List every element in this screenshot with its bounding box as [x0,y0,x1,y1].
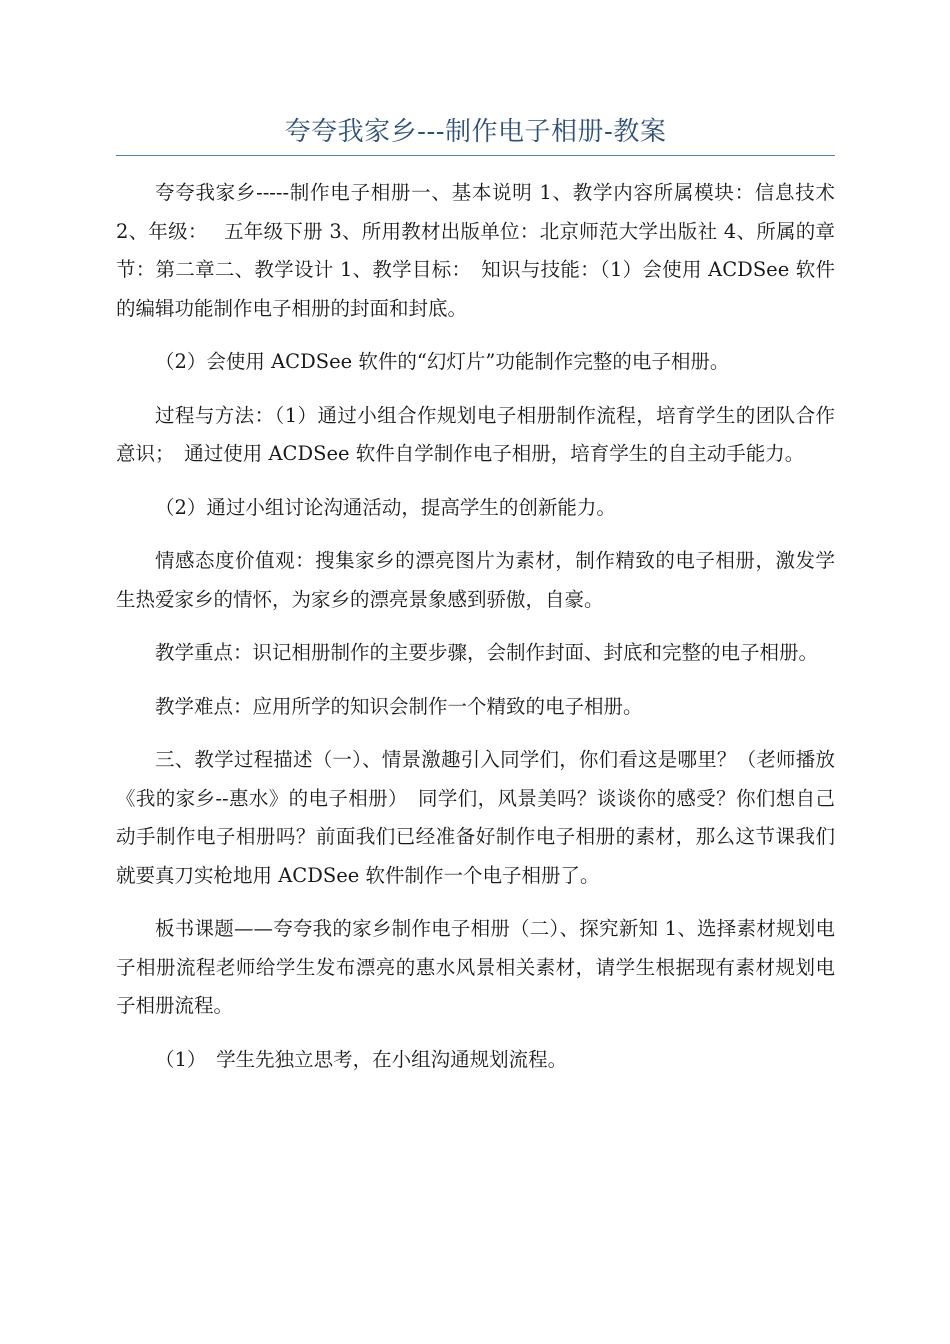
paragraph-skill-2: （2）会使用 ACDSee 软件的“幻灯片”功能制作完整的电子相册。 [155,350,730,373]
paragraph-teaching-process: 三、教学过程描述（一）、情景激趣引入同学们，你们看这是哪里？（老师播放《我的家乡--惠水》的电子相册） 同学们，风景美吗？谈谈你的感受？你们想自己动手制作电子相册吗？前面我们已经准备好制作电子相册的素材，那么这节课我们就要真刀实枪地用 ACDSee 软件制作一个电子相册了。 [116,748,835,887]
document-body [116,174,835,1094]
title-underline [116,155,835,156]
paragraph-emotion-values: 情感态度价值观：搜集家乡的漂亮图片为素材，制作精致的电子相册，激发学生热爱家乡的情怀，为家乡的漂亮景象感到骄傲，自豪。 [116,549,835,611]
paragraph-board-title: 板书课题——夸夸我的家乡制作电子相册（二）、探究新知 1、选择素材规划电子相册流程老师给学生发布漂亮的惠水风景相关素材，请学生根据现有素材规划电子相册流程。 [116,917,835,1017]
paragraph-basic-info: 夸夸我家乡-----制作电子相册一、基本说明 1、教学内容所属模块：信息技术 2、年级： 五年级下册 3、所用教材出版单位：北京师范大学出版社 4、所属的章节：第二章二、教学设计 1、教学目标： 知识与技能：（1）会使用 ACDSee 软件的编辑功能制作电子相册的封面和封底。 [116,181,835,320]
paragraph-key-points: 教学重点：识记相册制作的主要步骤，会制作封面、封底和完整的电子相册。 [155,641,819,664]
paragraph-difficulties: 教学难点：应用所学的知识会制作一个精致的电子相册。 [155,694,643,718]
document-title: 夸夸我家乡---制作电子相册-教案 [284,117,667,147]
paragraph-process-2: （2）通过小组讨论沟通活动，提高学生的创新能力。 [155,495,616,519]
paragraph-process-method: 过程与方法：（1）通过小组合作规划电子相册制作流程，培育学生的团队合作意识； 通过使用 ACDSee 软件自学制作电子相册，培育学生的自主动手能力。 [116,403,835,465]
paragraph-step-1: （1） 学生先独立思考，在小组沟通规划流程。 [155,1047,568,1071]
